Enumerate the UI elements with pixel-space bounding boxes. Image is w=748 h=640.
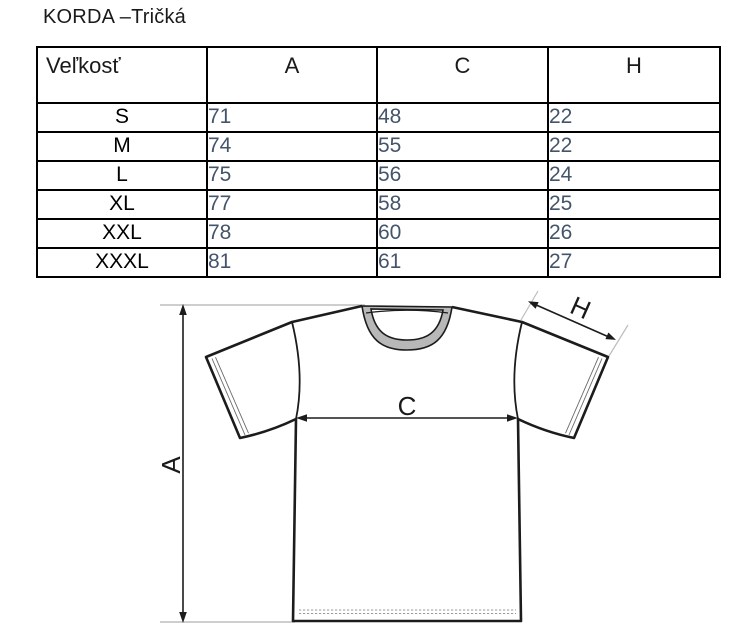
value-cell-a: 81 (207, 248, 377, 277)
column-header-h: H (548, 47, 720, 103)
dimension-label-h: H (565, 290, 596, 326)
value-cell-c: 60 (377, 219, 548, 248)
page-title: KORDA –Tričká (43, 6, 187, 28)
dimension-a-arrow (156, 304, 187, 623)
value-cell-a: 77 (207, 190, 377, 219)
tshirt-outline (206, 306, 608, 621)
value-cell-h: 22 (548, 132, 720, 161)
value-cell-h: 26 (548, 219, 720, 248)
value-cell-c: 58 (377, 190, 548, 219)
column-header-size: Veľkosť (37, 47, 207, 103)
value-cell-a: 75 (207, 161, 377, 190)
value-cell-h: 24 (548, 161, 720, 190)
size-cell: L (37, 161, 207, 190)
value-cell-a: 74 (207, 132, 377, 161)
value-cell-h: 27 (548, 248, 720, 277)
value-cell-a: 71 (207, 103, 377, 132)
size-cell: M (37, 132, 207, 161)
value-cell-c: 61 (377, 248, 548, 277)
extension-line-cuff (609, 325, 628, 356)
value-cell-c: 56 (377, 161, 548, 190)
size-cell: XL (37, 190, 207, 219)
arrowhead-lower (605, 333, 616, 340)
value-cell-c: 55 (377, 132, 548, 161)
dimension-label-a: A (156, 456, 186, 474)
value-cell-h: 22 (548, 103, 720, 132)
value-cell-h: 25 (548, 190, 720, 219)
size-cell: XXL (37, 219, 207, 248)
value-cell-c: 48 (377, 103, 548, 132)
dimension-label-c: C (397, 391, 417, 421)
value-cell-a: 78 (207, 219, 377, 248)
column-header-c: C (377, 47, 548, 103)
size-cell: S (37, 103, 207, 132)
column-header-a: A (207, 47, 377, 103)
size-cell: XXXL (37, 248, 207, 277)
